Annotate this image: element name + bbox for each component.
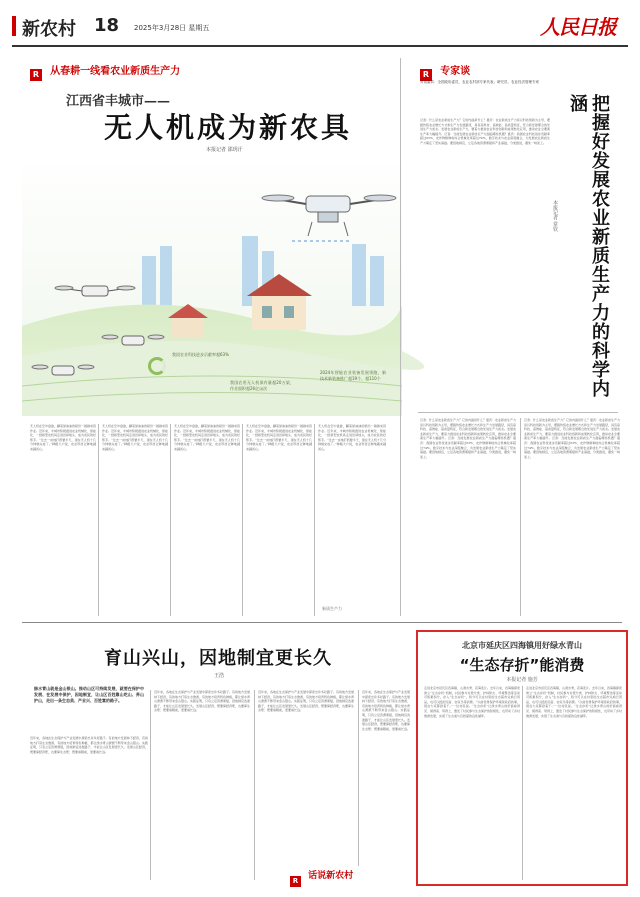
editorial-body-col-1: 近年来，各地在生态保护与产业发展中探索出许多好路子。有的地方发展林下经济，有的地方打造生态旅游，有的地方培育特色种植，都让绿水青山源源不断带来金山银山。实践证明，只有立足资源禀赋，因地制宜选准路子，才能让山区发展更长久。发展山区经济，既要算经济账，也要算生态账；既要看眼前，更要看长远。 (30, 736, 148, 754)
feature-body-col-3: 无人机在空中盘旋，翻着绿油油的稻田一趟趟来回作业。近年来，丰城市积极推进农业机械化、智能化，一批新型农机具走进田间地头，成为农民的好帮手。“过去一亩地打药要半天，现在无人机十几分钟就完成了。”种粮大户说，农业科技让种地越来越省心。 (174, 424, 241, 451)
boxed-story-location: 北京市延庆区四海镇用好绿水青山 (462, 640, 582, 650)
feature-body-col-5: 无人机在空中盘旋，翻着绿油油的稻田一趟趟来回作业。近年来，丰城市积极推进农业机械化、智能化，一批新型农机具走进田间地头，成为农民的好帮手。“过去一亩地打药要半天，现在无人机十几分钟就完成了。”种粮大户说，农业科技让种地越来越省心。 (318, 424, 386, 451)
editorial-body-col-4: 近年来，各地在生态保护与产业发展中探索出许多好路子。有的地方发展林下经济，有的地方打造生态旅游，有的地方培育特色种植，都让绿水青山源源不断带来金山银山。实践证明，只有立足资源禀赋，因地制宜选准路子，才能让山区发展更长久。发展山区经济，既要算经济账，也要算生态账；既要看眼前，更要看长远。 (362, 690, 411, 731)
section-rule (22, 622, 622, 623)
feature-headline: 无人机成为新农具 (104, 111, 353, 144)
newspaper-logo: 人民日报 (540, 15, 616, 39)
commentary-body-col-1: 记者：什么是农业新质生产力？它的内涵是什么？嘉宾：农业新质生产力是以科技创新为主导，摆脱传统农业增长方式和生产力发展路径，具有高科技、高效能、高质量特征，符合新发展理念的先进生产力质态。发展农业新质生产力，要着力推进农业科技创新和成果转化应用，推动农业全要素生产率大幅提升。记者：当前发展农业新质生产力面临哪些机遇？嘉宾：我国农业科技进步贡献率超过63%，农作物耕种收综合机械化率超过74%，数字技术与农业深度融合，为发展农业新质生产力奠定了坚实基础。要因地制宜，立足各地资源禀赋和产业基础，分类推进，避免一哄而上。 (420, 418, 517, 459)
editorial-body-col-2: 近年来，各地在生态保护与产业发展中探索出许多好路子。有的地方发展林下经济，有的地方打造生态旅游，有的地方培育特色种植，都让绿水青山源源不断带来金山银山。实践证明，只有立足资源禀赋，因地制宜选准路子，才能让山区发展更长久。发展山区经济，既要算经济账，也要算生态账；既要看眼前，更要看长远。 (154, 690, 251, 713)
feature-series: 江西省丰城市—— (66, 94, 171, 109)
stat-progress-ring (148, 357, 166, 375)
feature-body-col-1: 无人机在空中盘旋，翻着绿油油的稻田一趟趟来回作业。近年来，丰城市积极推进农业机械化、智能化，一批新型农机具走进田间地头，成为农民的好帮手。“过去一亩地打药要半天，现在无人机十几分钟就完成了。”种粮大户说，农业科技让种地越来越省心。 (30, 424, 97, 451)
boxed-story-col-1: 走进北京市延庆区四海镇，山清水秀，花海连片。去年以来，四海镇探索建立“生态存折”机制，村民参与垃圾分类、护林防火、环境整治等活动可积累积分，存入“生态存折”，积分可以在村里的生态超市兑换日用品，也可以抵扣民宿、农家乐等消费。“以前觉得保护环境是政府的事，现在大家都抢着干。”一位村民说。“生态存折”让绿水青山的价值看得见、摸得着、用得上，激发了村民参与生态保护的积极性，也带动了乡村旅游发展，实现了生态美与百姓富的良性循环。 (424, 686, 521, 718)
commentary-kicker (420, 62, 470, 81)
page-number: 18 (94, 15, 120, 36)
commentary-body-col-2: 记者：什么是农业新质生产力？它的内涵是什么？嘉宾：农业新质生产力是以科技创新为主导，摆脱传统农业增长方式和生产力发展路径，具有高科技、高效能、高质量特征，符合新发展理念的先进生产力质态。发展农业新质生产力，要着力推进农业科技创新和成果转化应用，推动农业全要素生产率大幅提升。记者：当前发展农业新质生产力面临哪些机遇？嘉宾：我国农业科技进步贡献率超过63%，农作物耕种收综合机械化率超过74%，数字技术与农业深度融合，为发展农业新质生产力奠定了坚实基础。要因地制宜，立足各地资源禀赋和产业基础，分类推进，避免一哄而上。 (524, 418, 621, 459)
boxed-story-col-2: 走进北京市延庆区四海镇，山清水秀，花海连片。去年以来，四海镇探索建立“生态存折”机制，村民参与垃圾分类、护林防火、环境整治等活动可积累积分，存入“生态存折”，积分可以在村里的生态超市兑换日用品，也可以抵扣民宿、农家乐等消费。“以前觉得保护环境是政府的事，现在大家都抢着干。”一位村民说。“生态存折”让绿水青山的价值看得见、摸得着、用得上，激发了村民参与生态保护的积极性，也带动了乡村旅游发展，实现了生态美与百姓富的良性循环。 (526, 686, 623, 718)
feature-byline: 本报记者 邵玥汗 (206, 147, 243, 153)
header-accent-bar (12, 16, 16, 36)
feature-kicker (30, 62, 310, 78)
kicker-text: 从春耕一线看农业新质生产力 (50, 66, 181, 77)
boxed-story-headline: “生态存折”能消费 (459, 656, 585, 674)
editorial-lede: 绿水青山就是金山银山。推动山区可持续发展，就要在保护中发展、在发展中保护，因地制宜，让山区百姓靠山吃山、养山护山，走出一条生态美、产业兴、百姓富的路子。 (34, 686, 144, 703)
editorial-byline: 王浩 (214, 673, 225, 679)
footer-tag-text: 话说新农村 (308, 871, 354, 881)
issue-date: 2025年3月28日 星期五 (134, 24, 210, 32)
editorial-body-col-3: 近年来，各地在生态保护与产业发展中探索出许多好路子。有的地方发展林下经济，有的地方打造生态旅游，有的地方培育特色种植，都让绿水青山源源不断带来金山银山。实践证明，只有立足资源禀赋，因地制宜选准路子，才能让山区发展更长久。发展山区经济，既要算经济账，也要算生态账；既要看眼前，更要看长远。 (258, 690, 355, 713)
commentary-byline: 本报记者 常钦 (552, 200, 558, 232)
feature-body-col-4: 无人机在空中盘旋，翻着绿油油的稻田一趟趟来回作业。近年来，丰城市积极推进农业机械化、智能化，一批新型农机具走进田间地头，成为农民的好帮手。“过去一亩地打药要半天，现在无人机十几分钟就完成了。”种粮大户说，农业科技让种地越来越省心。 (246, 424, 313, 451)
commentary-title: 把握好发展农业新质生产力的科学内涵 (567, 94, 610, 398)
boxed-story-byline: 本报记者 施芳 (506, 677, 538, 683)
editorial-title: 育山兴山，因地制宜更长久 (104, 648, 332, 669)
masthead (10, 6, 630, 46)
column-divider (400, 58, 401, 616)
kicker-badge: R (290, 876, 301, 887)
editorial-footer-tag (290, 868, 353, 887)
feature-footer-kicker: 新质生产力 (322, 606, 342, 611)
section-name: 新农村 (22, 19, 76, 40)
boxed-story (416, 630, 628, 886)
kicker-badge: R (30, 69, 42, 81)
feature-body-col-2: 无人机在空中盘旋，翻着绿油油的稻田一趟趟来回作业。近年来，丰城市积极推进农业机械化、智能化，一批新型农机具走进田间地头，成为农民的好帮手。“过去一亩地打药要半天，现在无人机十几分钟就完成了。”种粮大户说，农业科技让种地越来越省心。 (102, 424, 169, 451)
commentary-guests: 对话嘉宾：全国政协委员、农业农村部专家代表；研究员、农业经济管理专家 (420, 80, 539, 84)
kicker-text: 专家谈 (440, 66, 471, 77)
commentary-body-top: 记者：什么是农业新质生产力？它的内涵是什么？嘉宾：农业新质生产力是以科技创新为主导，摆脱传统农业增长方式和生产力发展路径，具有高科技、高效能、高质量特征，符合新发展理念的先进生产力质态。发展农业新质生产力，要着力推进农业科技创新和成果转化应用，推动农业全要素生产率大幅提升。记者：当前发展农业新质生产力面临哪些机遇？嘉宾：我国农业科技进步贡献率超过63%，农作物耕种收综合机械化率超过74%，数字技术与农业深度融合，为发展农业新质生产力奠定了坚实基础。要因地制宜，立足各地资源禀赋和产业基础，分类推进，避免一哄而上。 (420, 118, 550, 145)
stat-drone-count: 我国农用无人机保有量超20万架，作业面积超26亿亩次 (230, 380, 294, 391)
kicker-badge: R (420, 69, 432, 81)
stat-equipment-2024: 2024年智能农业装备发展领跑，新技术新装备推广超19个、超110个 (320, 370, 386, 381)
stat-tech-contribution: 我国农业科技进步贡献率超63% (172, 352, 229, 357)
header-rule (12, 45, 628, 47)
